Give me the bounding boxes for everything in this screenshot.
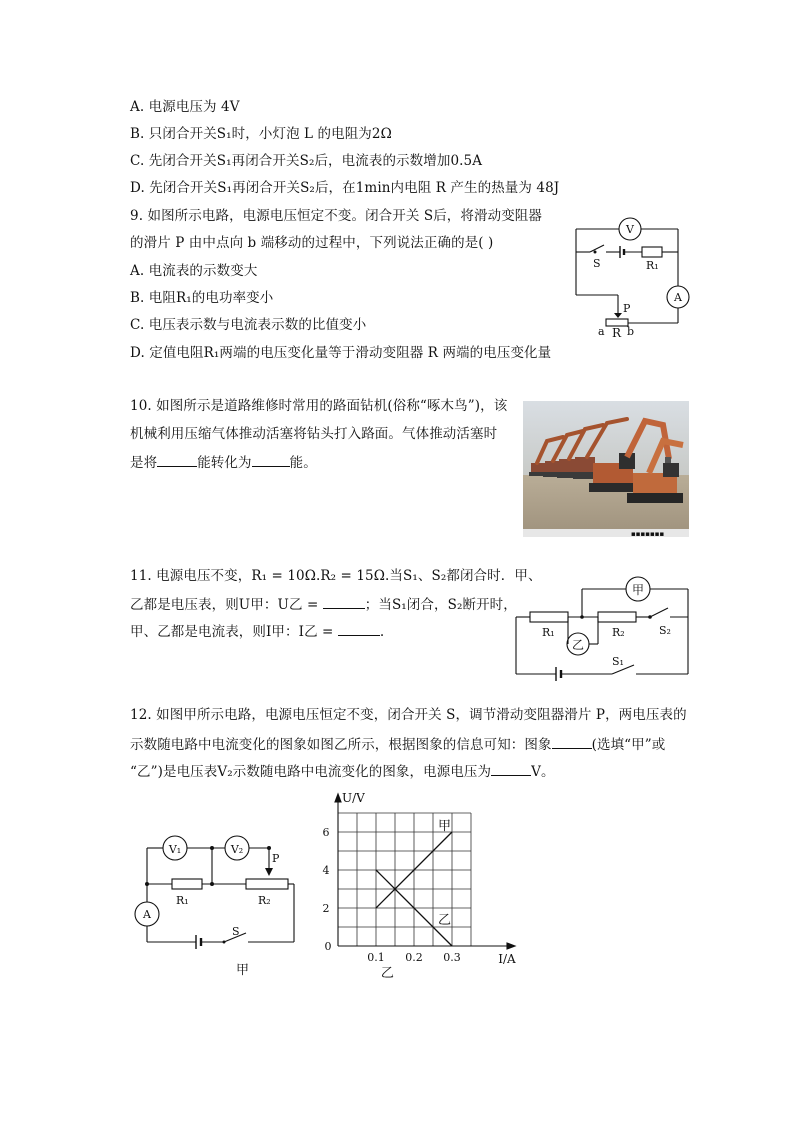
q9-option-a: A. 电流表的示数变大	[130, 263, 258, 279]
road-drill-photo	[523, 401, 689, 537]
rheostat-r-label: R	[612, 326, 622, 340]
q8-option-b: B. 只闭合开关S₁时，小灯泡 L 的电阻为2Ω	[130, 126, 392, 142]
q12-answer-blank-1	[552, 734, 592, 749]
resistor-r1-symbol	[642, 247, 662, 257]
q9-option-c: C. 电压表示数与电流表示数的比值变小	[130, 317, 367, 333]
switch-s-blade	[590, 245, 604, 252]
q12-ui-graph	[318, 786, 516, 986]
y-tick-label: 6	[322, 826, 330, 839]
switch-s-label: S	[593, 257, 601, 270]
resistor-r1-label: R₁	[646, 259, 659, 272]
q12-stem-line1: 12. 如图甲所示电路，电源电压恒定不变，闭合开关 S，调节滑动变阻器滑片 P，两电压表的	[130, 707, 687, 723]
x-axis-arrow	[507, 943, 515, 949]
figure-yi-caption: 乙	[380, 966, 394, 981]
x-tick-label: 0.2	[405, 951, 423, 964]
series-label-yi: 乙	[438, 913, 452, 928]
voltmeter-label: V	[626, 223, 634, 236]
resistor-r1-symbol	[172, 879, 202, 889]
q10-stem-line2: 机械利用压缩气体推动活塞将钻头打入路面。气体推动活塞时	[130, 426, 498, 442]
end-a-label: a	[598, 325, 605, 338]
q12-circuit-diagram	[130, 828, 304, 978]
resistor-r1-label: R₁	[542, 626, 555, 639]
q11-stem-line1: 11. 电源电压不变，R₁ = 10Ω.R₂ = 15Ω.当S₁、S₂都闭合时．甲、	[130, 568, 542, 584]
switch-s2-blade	[650, 608, 668, 617]
end-b-label: b	[627, 325, 635, 338]
q11-answer-blank-1	[323, 594, 365, 609]
y-tick-label: 2	[322, 902, 330, 915]
resistor-r1-label: R₁	[176, 894, 189, 907]
y-tick-label: 4	[322, 864, 330, 877]
origin-label: 0	[324, 940, 332, 953]
q9-stem-line1: 9. 如图所示电路，电源电压恒定不变。闭合开关 S后，将滑动变阻器	[130, 208, 543, 224]
q8-option-d: D. 先闭合开关S₁再闭合开关S₂后，在1min内电阻 R 产生的热量为 48J	[130, 180, 560, 196]
rheostat-r-symbol	[606, 319, 628, 326]
series-label-jia: 甲	[438, 819, 452, 834]
q10-stem-line3: 是将 能转化为 能。	[130, 452, 317, 472]
q9-option-b: B. 电阻R₁的电功率变小	[130, 290, 274, 306]
q10-answer-blank-2	[252, 452, 290, 467]
q8-option-a: A. 电源电压为 4V	[130, 99, 240, 115]
x-tick-label: 0.1	[367, 951, 385, 964]
q10-answer-blank-1	[157, 452, 197, 467]
slider-p-label: P	[623, 302, 631, 315]
ammeter-label: A	[674, 291, 682, 304]
q12-stem-line2: 示数随电路中电流变化的图象如图乙所示，根据图象的信息可知：图象 (选填“甲”或	[130, 734, 665, 754]
x-axis-label: I/A	[498, 952, 516, 966]
meter-jia-label: 甲	[631, 583, 645, 597]
voltmeter-v2-label: V₂	[230, 843, 244, 856]
rheostat-r2-label: R₂	[258, 894, 271, 907]
resistor-r1-symbol	[530, 612, 568, 622]
q9-circuit-diagram	[566, 216, 696, 342]
q11-circuit-diagram	[512, 574, 696, 680]
resistor-r2-symbol	[598, 612, 636, 622]
q10-stem-line1: 10. 如图所示是道路维修时常用的路面钻机(俗称“啄木鸟”)，该	[130, 398, 508, 414]
y-axis-arrow	[335, 794, 341, 802]
q9-stem-line2: 的滑片 P 由中点向 b 端移动的过程中，下列说法正确的是( )	[130, 235, 494, 251]
q12-answer-blank-2	[491, 761, 531, 776]
x-tick-label: 0.3	[443, 951, 461, 964]
switch-s2-label: S₂	[659, 624, 671, 637]
q8-option-c: C. 先闭合开关S₁再闭合开关S₂后，电流表的示数增加0.5A	[130, 153, 483, 169]
switch-s-label: S	[232, 925, 240, 938]
q12-stem-line3: “乙”)是电压表V₂示数随电路中电流变化的图象，电源电压为 V。	[130, 761, 555, 781]
y-axis-label: U/V	[342, 791, 365, 805]
meter-yi-label: 乙	[571, 638, 585, 652]
slider-p-arrow	[614, 313, 622, 318]
switch-s1-label: S₁	[612, 655, 624, 668]
q9-option-d: D. 定值电阻R₁两端的电压变化量等于滑动变阻器 R 两端的电压变化量	[130, 345, 552, 361]
rheostat-r2-symbol	[246, 879, 288, 889]
photo-watermark: ▪▪▪▪▪▪▪	[631, 530, 665, 538]
slider-p-label: P	[272, 852, 280, 865]
q11-answer-blank-2	[338, 621, 380, 636]
ammeter-label: A	[143, 908, 151, 921]
q11-stem-line2: 乙都是电压表，则U甲：U乙 = ；当S₁闭合，S₂断开时，	[130, 594, 517, 614]
voltmeter-v1-label: V₁	[168, 843, 182, 856]
figure-jia-caption: 甲	[236, 963, 250, 978]
q11-stem-line3: 甲、乙都是电流表，则I甲：I乙 = .	[130, 621, 384, 641]
resistor-r2-label: R₂	[612, 626, 625, 639]
